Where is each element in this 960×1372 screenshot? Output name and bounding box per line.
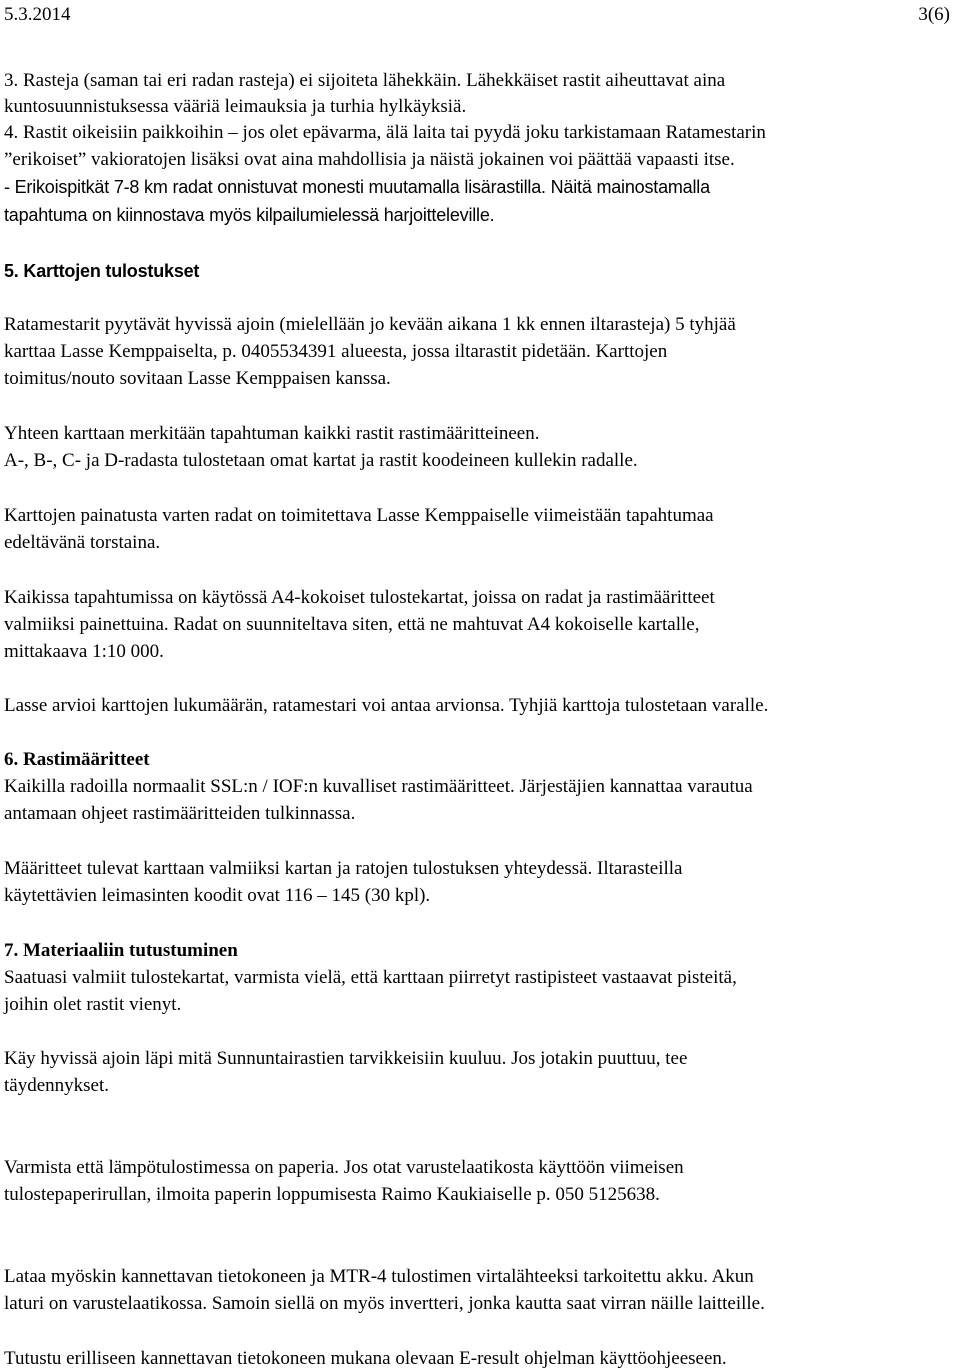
paragraph-line: Kaikissa tapahtumissa on käytössä A4-kokoiset tulostekartat, joissa on radat ja rastimääritteet — [4, 587, 715, 608]
paragraph-line: Yhteen karttaan merkitään tapahtuman kaikki rastit rastimääritteineen. — [4, 423, 540, 444]
paragraph-line: tapahtuma on kiinnostava myös kilpailumielessä harjoitteleville. — [4, 205, 495, 225]
paragraph-line: Saatuasi valmiit tulostekartat, varmista vielä, että karttaan piirretyt rastipisteet vastaavat pisteitä, — [4, 967, 737, 988]
section-heading-5: 5. Karttojen tulostukset — [4, 261, 200, 281]
paragraph-line: 4. Rastit oikeisiin paikkoihin – jos olet epävarma, älä laita tai pyydä joku tarkistamaan Ratamestarin — [4, 122, 766, 143]
paragraph-line: laturi on varustelaatikossa. Samoin siellä on myös invertteri, jonka kautta saat virran näille laitteille. — [4, 1293, 765, 1314]
header-page-number: 3(6) — [918, 4, 950, 25]
paragraph-line: toimitus/nouto sovitaan Lasse Kemppaisen kanssa. — [4, 368, 391, 389]
paragraph-line: Tutustu erilliseen kannettavan tietokoneen mukana olevaan E-result ohjelman käyttöohjeeseen. — [4, 1348, 727, 1369]
paragraph-line: Määritteet tulevat karttaan valmiiksi kartan ja ratojen tulostuksen yhteydessä. Iltarasteilla — [4, 858, 683, 879]
paragraph-line: tulostepaperirullan, ilmoita paperin loppumisesta Raimo Kaukiaiselle p. 050 5125638. — [4, 1184, 660, 1205]
paragraph-line: edeltävänä torstaina. — [4, 532, 161, 553]
paragraph-line: 3. Rasteja (saman tai eri radan rasteja) ei sijoiteta lähekkäin. Lähekkäiset rastit aiheuttavat aina — [4, 70, 726, 91]
paragraph-line: Lataa myöskin kannettavan tietokoneen ja MTR-4 tulostimen virtalähteeksi tarkoitettu akku. Akun — [4, 1266, 754, 1287]
paragraph-line: Käy hyvissä ajoin läpi mitä Sunnuntairastien tarvikkeisiin kuuluu. Jos jotakin puuttuu, tee — [4, 1048, 688, 1069]
paragraph-line: Varmista että lämpötulostimessa on paperia. Jos otat varustelaatikosta käyttöön viimeisen — [4, 1157, 684, 1178]
paragraph-line: - Erikoispitkät 7-8 km radat onnistuvat monesti muutamalla lisärastilla. Näitä mainostamalla — [4, 177, 710, 197]
section-heading-7: 7. Materiaaliin tutustuminen — [4, 940, 238, 961]
paragraph-line: Ratamestarit pyytävät hyvissä ajoin (mielellään jo kevään aikana 1 kk ennen iltarasteja) 5 tyhjää — [4, 314, 736, 335]
section-heading-6: 6. Rastimääritteet — [4, 749, 150, 770]
paragraph-line: käytettävien leimasinten koodit ovat 116 – 145 (30 kpl). — [4, 885, 431, 906]
paragraph-line: Lasse arvioi karttojen lukumäärän, ratamestari voi antaa arvionsa. Tyhjiä karttoja tulostetaan varalle. — [4, 695, 769, 716]
header-date: 5.3.2014 — [4, 4, 71, 25]
paragraph-line: ”erikoiset” vakioratojen lisäksi ovat aina mahdollisia ja näistä jokainen voi päättää vapaasti itse. — [4, 149, 735, 170]
paragraph-line: kuntosuunnistuksessa vääriä leimauksia ja turhia hylkäyksiä. — [4, 96, 467, 117]
paragraph-line: A-, B-, C- ja D-radasta tulostetaan omat kartat ja rastit koodeineen kullekin radalle. — [4, 450, 638, 471]
paragraph-line: Kaikilla radoilla normaalit SSL:n / IOF:n kuvalliset rastimääritteet. Järjestäjien kannattaa varautua — [4, 776, 753, 797]
paragraph-line: Karttojen painatusta varten radat on toimitettava Lasse Kemppaiselle viimeistään tapahtumaa — [4, 505, 714, 526]
paragraph-line: mittakaava 1:10 000. — [4, 641, 164, 662]
paragraph-line: valmiiksi painettuina. Radat on suunniteltava siten, että ne mahtuvat A4 kokoiselle kartalle, — [4, 614, 700, 635]
paragraph-line: antamaan ohjeet rastimääritteiden tulkinnassa. — [4, 803, 356, 824]
paragraph-line: karttaa Lasse Kemppaiselta, p. 0405534391 alueesta, jossa iltarastit pidetään. Karttojen — [4, 341, 668, 362]
paragraph-line: joihin olet rastit vienyt. — [4, 994, 182, 1015]
paragraph-line: täydennykset. — [4, 1075, 110, 1096]
